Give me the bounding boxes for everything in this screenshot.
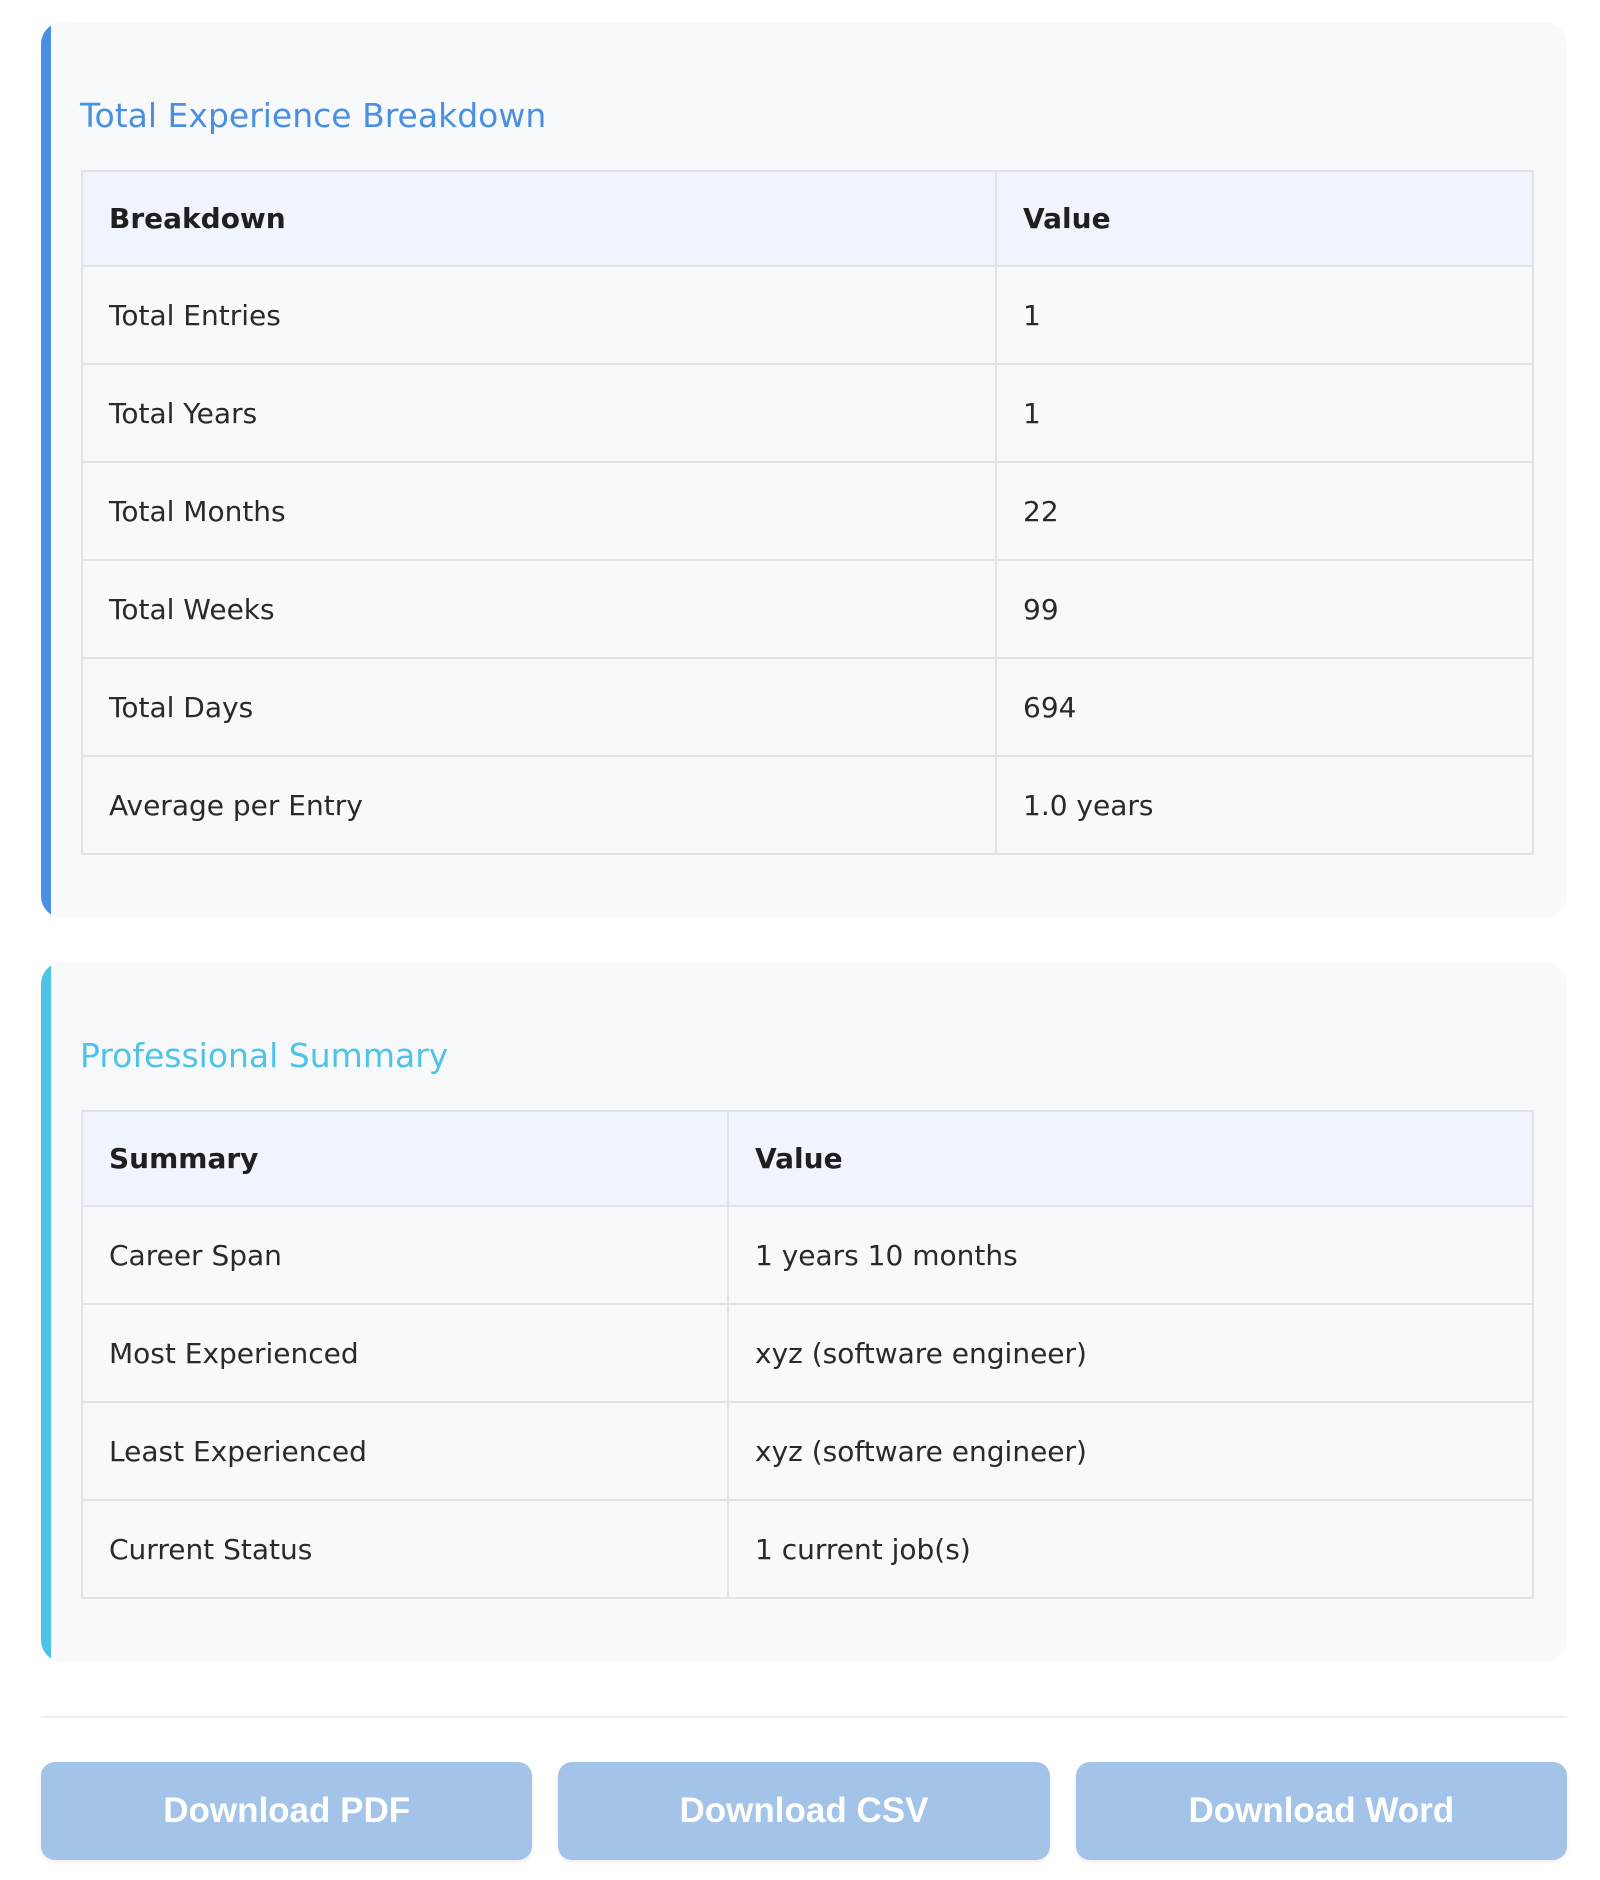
download-word-button[interactable]: Download Word xyxy=(1076,1762,1567,1860)
row-value: 1 current job(s) xyxy=(728,1500,1533,1598)
row-value: 1.0 years xyxy=(996,756,1533,854)
row-label: Total Years xyxy=(82,364,996,462)
row-label: Current Status xyxy=(82,1500,728,1598)
row-label: Total Weeks xyxy=(82,560,996,658)
table-row xyxy=(82,560,1533,658)
table-header-row xyxy=(82,1111,1533,1206)
summary-title: Professional Summary xyxy=(80,1036,449,1075)
table-row xyxy=(82,1206,1533,1304)
table-row xyxy=(82,1304,1533,1402)
table-row xyxy=(82,1500,1533,1598)
breakdown-title: Total Experience Breakdown xyxy=(80,96,547,135)
table-row xyxy=(82,364,1533,462)
row-value: 1 xyxy=(996,364,1533,462)
row-label: Average per Entry xyxy=(82,756,996,854)
table-row xyxy=(82,658,1533,756)
table-row xyxy=(82,266,1533,364)
row-value: 1 years 10 months xyxy=(728,1206,1533,1304)
download-actions xyxy=(41,1762,1567,1860)
column-header: Summary xyxy=(82,1111,728,1206)
row-value: xyz (software engineer) xyxy=(728,1402,1533,1500)
row-label: Total Months xyxy=(82,462,996,560)
table-row xyxy=(82,462,1533,560)
download-csv-button[interactable]: Download CSV xyxy=(558,1762,1049,1860)
section-divider xyxy=(41,1716,1567,1718)
table-row xyxy=(82,756,1533,854)
row-value: 694 xyxy=(996,658,1533,756)
row-value: 1 xyxy=(996,266,1533,364)
row-value: 99 xyxy=(996,560,1533,658)
table-row xyxy=(82,1402,1533,1500)
column-header: Value xyxy=(728,1111,1533,1206)
row-value: xyz (software engineer) xyxy=(728,1304,1533,1402)
column-header: Breakdown xyxy=(82,171,996,266)
summary-table xyxy=(81,1110,1534,1599)
breakdown-table xyxy=(81,170,1534,855)
table-header-row xyxy=(82,171,1533,266)
download-pdf-button[interactable]: Download PDF xyxy=(41,1762,532,1860)
column-header: Value xyxy=(996,171,1533,266)
experience-breakdown-card xyxy=(41,22,1567,918)
row-label: Least Experienced xyxy=(82,1402,728,1500)
row-label: Total Entries xyxy=(82,266,996,364)
professional-summary-card xyxy=(41,962,1567,1662)
row-label: Career Span xyxy=(82,1206,728,1304)
row-value: 22 xyxy=(996,462,1533,560)
row-label: Most Experienced xyxy=(82,1304,728,1402)
row-label: Total Days xyxy=(82,658,996,756)
